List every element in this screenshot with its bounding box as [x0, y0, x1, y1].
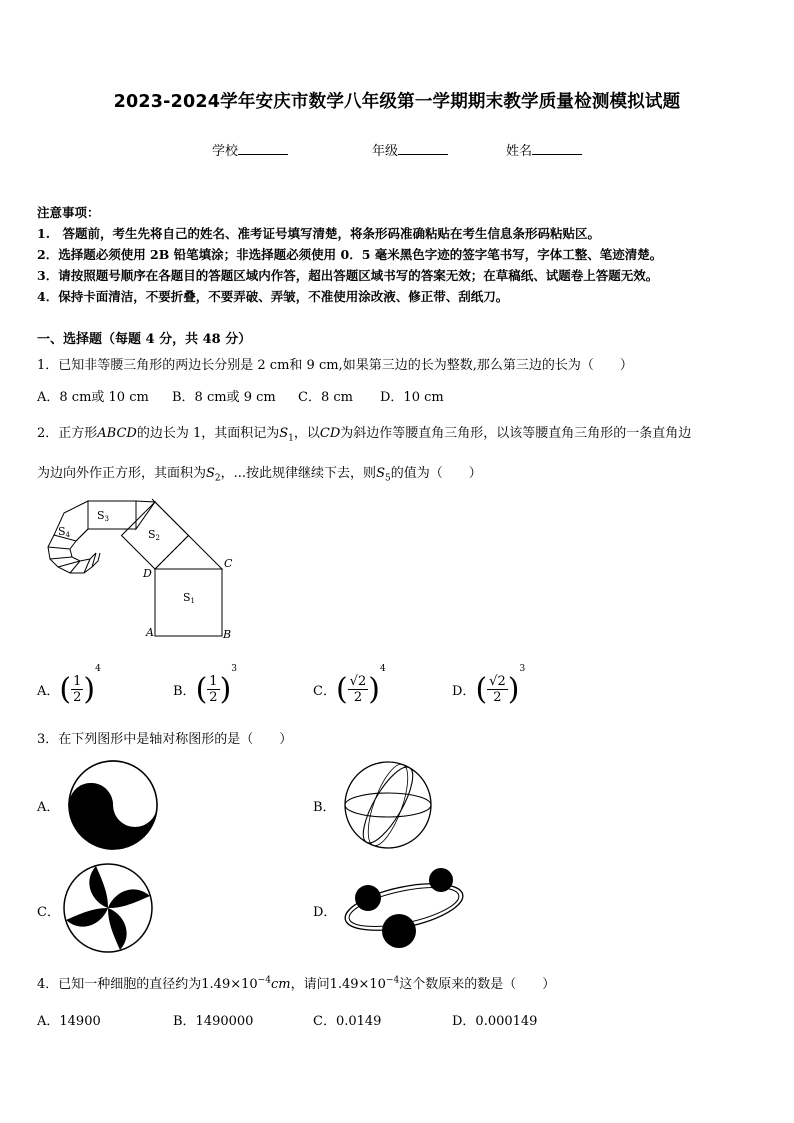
sphere-figure[interactable]: [340, 760, 436, 850]
q1-option-a[interactable]: A．8 cm或 10 cm: [37, 390, 149, 405]
grade-field: [372, 140, 448, 159]
school-field: [212, 140, 288, 159]
name-blank[interactable]: [532, 142, 582, 155]
q4-option-d[interactable]: D．0.000149: [452, 1014, 538, 1029]
q2-text: 2．正方形: [37, 426, 98, 441]
q4-unit: cm: [270, 977, 291, 992]
q3-option-b-label[interactable]: B．: [313, 800, 336, 815]
option-letter: D．: [452, 683, 476, 699]
q2-option-d[interactable]: D． ( $\frac{√2}{2}$ ) $^3$: [452, 664, 526, 707]
label-a: A: [146, 626, 154, 639]
fraction: $\frac{√2}{2}$: [349, 673, 367, 705]
q1-option-b[interactable]: B．8 cm或 9 cm: [172, 390, 276, 405]
exponent: 3: [231, 664, 238, 674]
question-3-stem: 3．在下列图形中是轴对称图形的是（ ）: [37, 732, 293, 747]
q3-option-a-label[interactable]: A．: [37, 800, 60, 815]
q2-figure: [40, 495, 240, 645]
q2-text: ，以: [293, 426, 320, 441]
school-blank[interactable]: [238, 142, 288, 155]
question-1-stem: 1．已知非等腰三角形的两边长分别是 2 cm和 9 cm,如果第三边的长为整数,那么第三边的长为（ ）: [37, 358, 633, 373]
q2-option-a[interactable]: A． ( $\frac{1}{2}$ ) $^4$: [37, 664, 101, 707]
label-d: D: [143, 567, 152, 580]
label-b: B: [223, 628, 232, 641]
question-2-line-2: [37, 462, 482, 484]
pinwheel-figure[interactable]: [62, 862, 154, 954]
square-s3: [88, 501, 136, 529]
q2-s: S: [206, 466, 215, 481]
yin-yang-figure[interactable]: [65, 760, 161, 850]
q1-option-d[interactable]: D．10 cm: [380, 390, 444, 405]
q4-text: 4．已知一种细胞的直径约为: [37, 977, 202, 992]
q4-text: ，请问: [290, 977, 330, 992]
q4-option-b[interactable]: B．1490000: [173, 1014, 254, 1029]
q4-option-c[interactable]: C．0.0149: [313, 1014, 382, 1029]
grade-blank[interactable]: [398, 142, 448, 155]
question-4-stem: [37, 973, 555, 992]
school-label: 学校: [212, 144, 239, 159]
exponent: 3: [519, 664, 526, 674]
q2-text: 的值为（ ）: [390, 466, 482, 481]
q2-text: ，...按此规律继续下去，则: [220, 466, 377, 481]
q3-option-c-label[interactable]: C．: [37, 905, 60, 920]
fraction: $\frac{1}{2}$: [73, 673, 82, 705]
question-2-line-1: [37, 422, 691, 444]
note-item: 2．选择题必须使用 2B 铅笔填涂；非选择题必须使用 0．5 毫米黑色字迹的签字笔书写，字体工整、笔迹清楚。: [37, 247, 663, 262]
note-item: 4．保持卡面清洁，不要折叠，不要弄破、弄皱，不准使用涂改液、修正带、刮纸刀。: [37, 289, 509, 304]
q3-option-d-label[interactable]: D．: [313, 905, 337, 920]
q4-sci: 1.49×10: [329, 977, 386, 992]
triangle-1: [155, 536, 222, 570]
label-s1: S1: [183, 591, 196, 605]
option-letter: C．: [313, 683, 336, 699]
name-label: 姓名: [506, 144, 533, 159]
q2-s: S: [376, 466, 385, 481]
exponent: 4: [379, 664, 386, 674]
fraction: $\frac{√2}{2}$: [489, 673, 506, 705]
orbit-figure[interactable]: [340, 862, 470, 952]
q2-text: 为斜边作等腰直角三角形，以该等腰直角三角形的一条直角边: [340, 426, 692, 441]
grade-label: 年级: [372, 144, 399, 159]
q2-text: 的边长为 1，其面积记为: [136, 426, 280, 441]
note-item: 3．请按照题号顺序在各题目的答题区域内作答，超出答题区域书写的答案无效；在草稿纸、试题卷上答题无效。: [37, 268, 659, 283]
page-title: 2023-2024学年安庆市数学八年级第一学期期末教学质量检测模拟试题: [113, 92, 681, 112]
q2-cd: CD: [319, 426, 341, 441]
q4-text: 这个数原来的数是（ ）: [399, 977, 556, 992]
label-s4: S4: [58, 525, 71, 539]
note-item: 1. 答题前，考生先将自己的姓名、准考证号填写清楚，将条形码准确粘贴在考生信息条形码粘贴区。: [37, 226, 601, 241]
q2-option-b[interactable]: B． ( $\frac{1}{2}$ ) $^3$: [173, 664, 238, 707]
name-field: [506, 140, 582, 159]
q1-option-c[interactable]: C．8 cm: [298, 390, 353, 405]
label-s3: S3: [97, 509, 110, 523]
exponent: 4: [95, 664, 101, 674]
q2-sub: 5: [384, 473, 391, 484]
q4-exp: −4: [257, 975, 271, 986]
q2-s: S: [279, 426, 289, 441]
option-letter: B．: [173, 683, 196, 699]
q4-exp: −4: [385, 975, 400, 986]
label-s2: S2: [148, 528, 161, 542]
section-heading: 一、选择题（每题 4 分，共 48 分）: [37, 332, 252, 347]
notes-heading: 注意事项：: [37, 205, 100, 220]
q4-option-a[interactable]: A．14900: [37, 1014, 101, 1029]
q4-sci: 1.49×10: [201, 977, 258, 992]
q2-sub: 1: [288, 433, 294, 444]
q2-sub: 2: [214, 473, 221, 484]
option-letter: A．: [37, 683, 60, 699]
q2-option-c[interactable]: C． ( $\frac{√2}{2}$ ) $^4$: [313, 664, 386, 707]
q2-text: 为边向外作正方形，其面积为: [37, 466, 207, 481]
label-c: C: [224, 557, 233, 570]
q2-abcd: ABCD: [97, 426, 137, 441]
fraction: $\frac{1}{2}$: [209, 673, 218, 705]
